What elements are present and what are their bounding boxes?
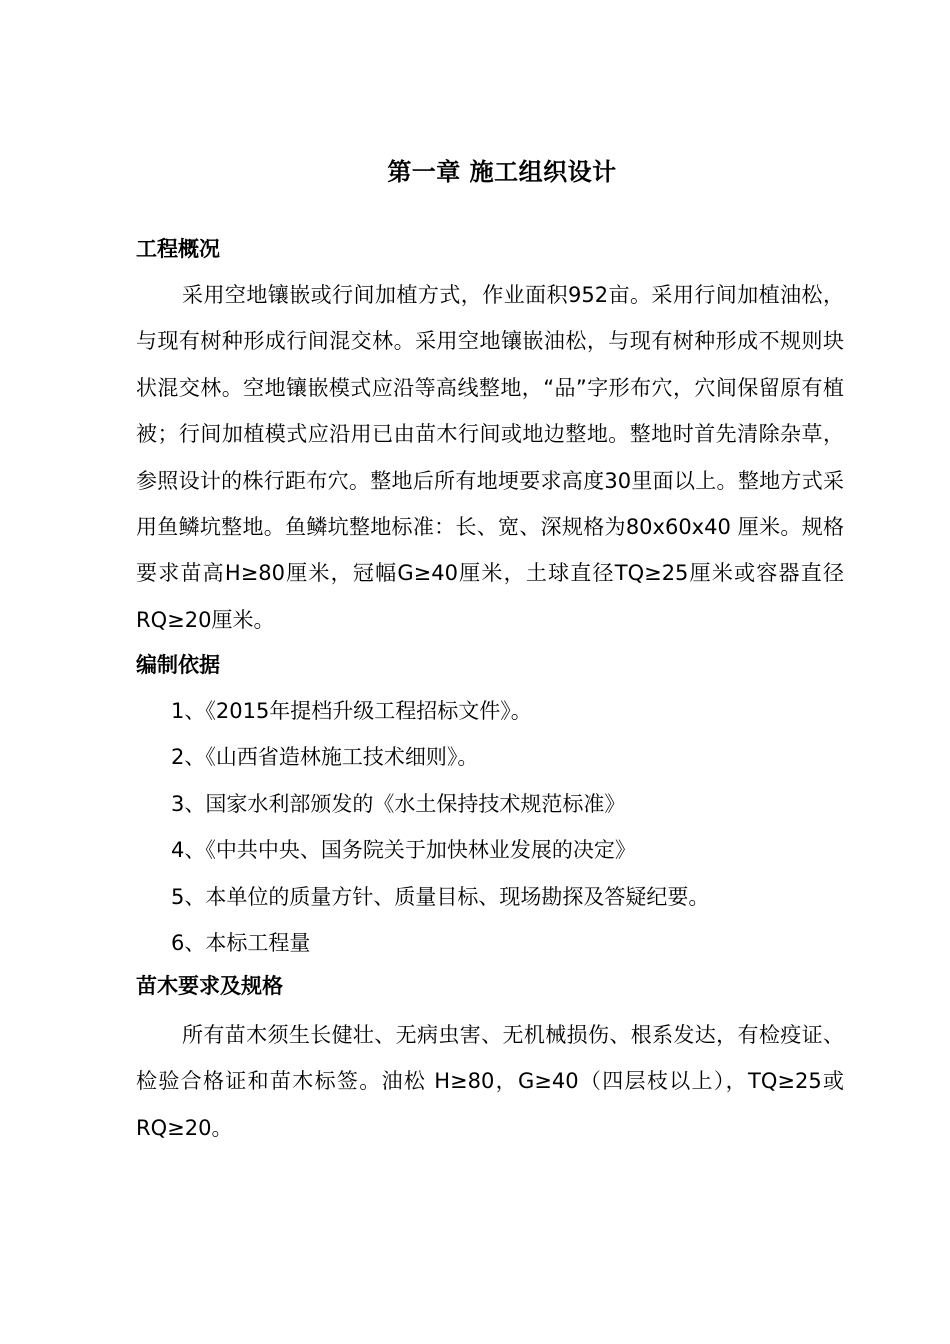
seedlings-paragraph: 所有苗木须生长健壮、无病虫害、无机械损伤、根系发达，有检疫证、检验合格证和苗木标签。油松 H≥80，G≥40（四层枝以上），TQ≥25或RQ≥20。 [136,1023,844,1140]
page-title: 第一章 施工组织设计 [387,158,617,186]
list-item: 5、本单位的质量方针、质量目标、现场勘探及答疑纪要。 [171,884,710,909]
list-item: 2、《山西省造林施工技术细则》。 [171,745,479,770]
overview-paragraph: 采用空地镶嵌或行间加植方式，作业面积952亩。采用行间加植油松，与现有树种形成行间混交林。采用空地镶嵌油松，与现有树种形成不规则块状混交林。空地镶嵌模式应沿等高线整地，“品”字形布穴，穴间保留原有植被；行间加植模式应沿用已由苗木行间或地边整地。整地时首先清除杂草，参照设计的株行距布穴。整地后所有地埂要求高度30里面以上。整地方式采用鱼鳞坑整地。鱼鳞坑整地标准：长、宽、深规格为80x60x40 厘米。规格要求苗高H≥80厘米，冠幅G≥40厘米，土球直径TQ≥25厘米或容器直径RQ≥20厘米。 [136,283,844,632]
list-item: 6、本标工程量 [171,930,311,955]
list-item: 1、《2015年提档升级工程招标文件》。 [171,699,532,723]
section-heading-basis: 编制依据 [136,653,220,677]
section-heading-overview: 工程概况 [136,237,220,261]
basis-list [171,688,709,966]
section-heading-seedlings: 苗木要求及规格 [136,974,283,998]
list-item: 3、国家水利部颁发的《水土保持技术规范标准》 [171,791,626,816]
list-item: 4、《中共中央、国务院关于加快林业发展的决定》 [171,838,636,863]
